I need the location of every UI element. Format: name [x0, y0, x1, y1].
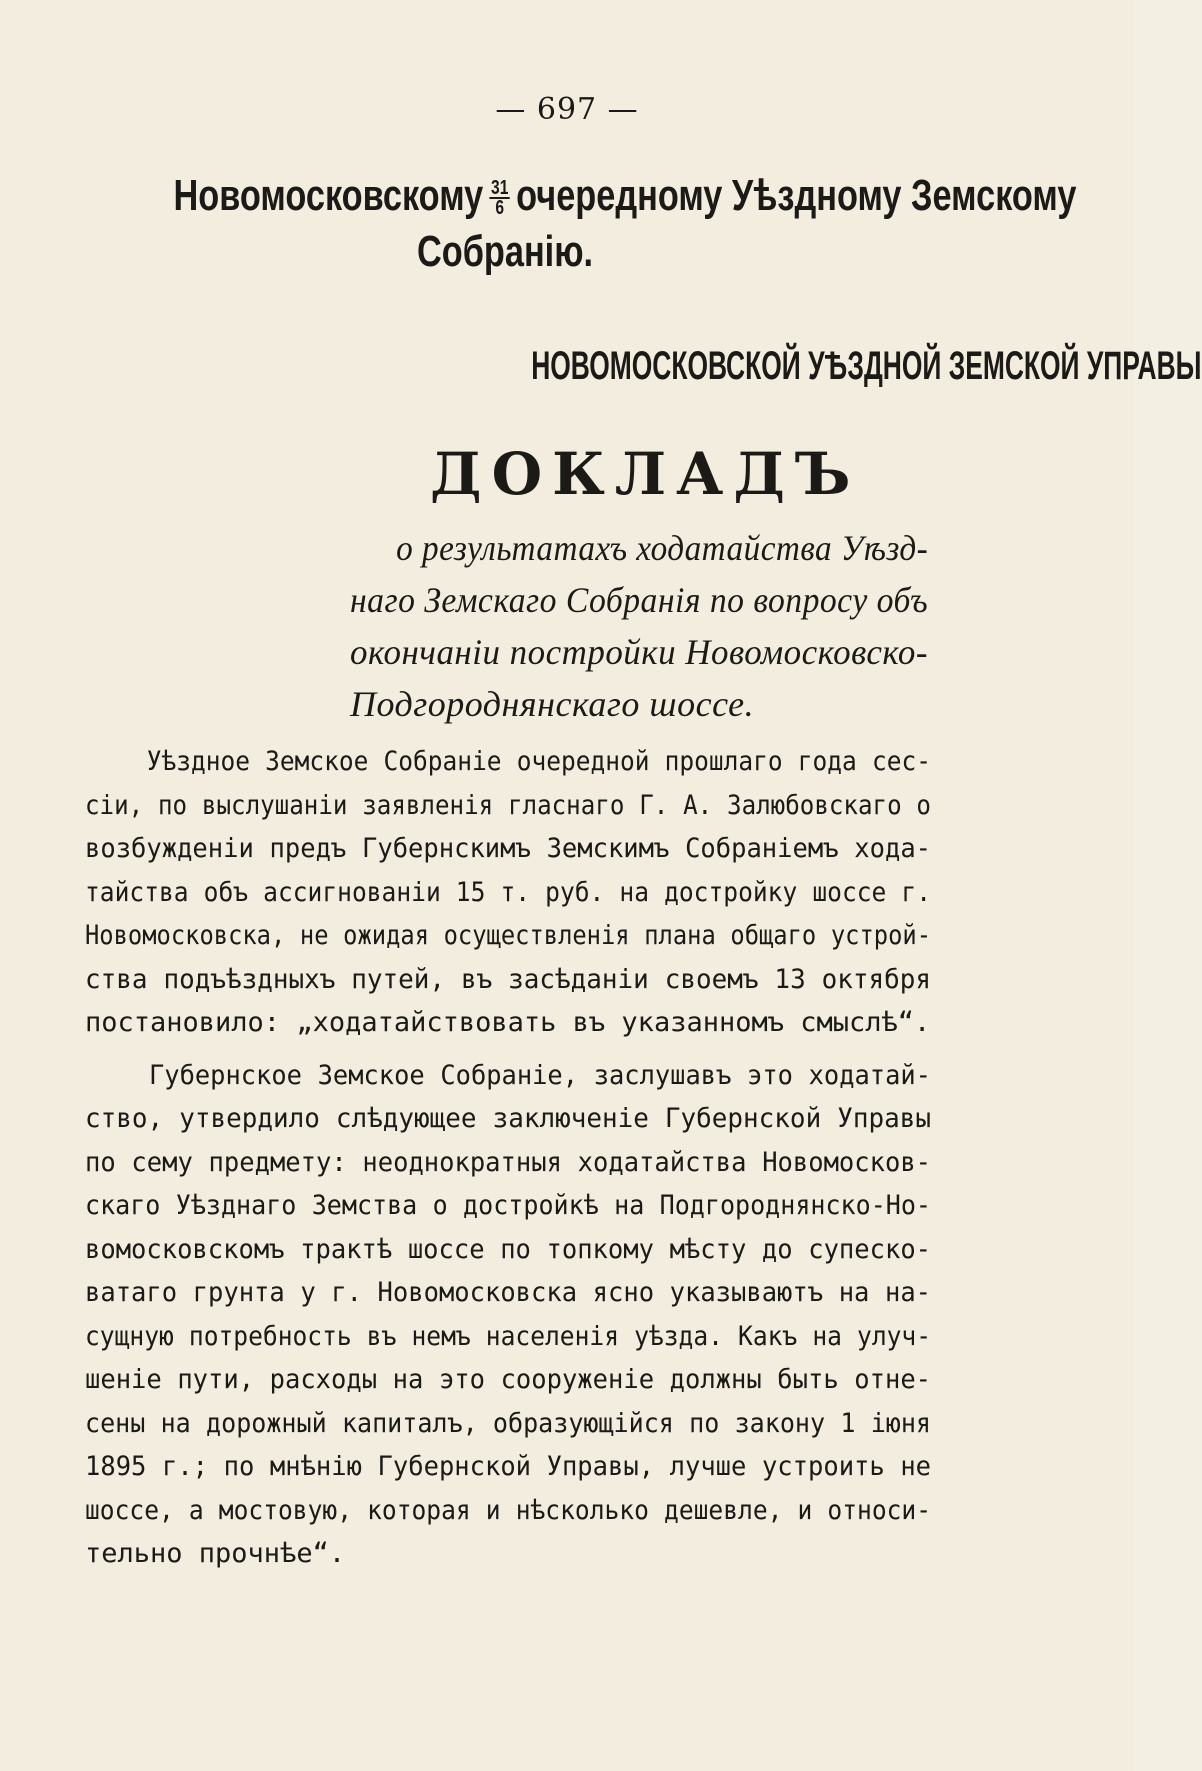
text-line: шоссе, а мостовую, которая и нѣсколько дешевле, и относи-	[85, 1494, 932, 1526]
body-text	[85, 740, 931, 1585]
text-line: скаго Уѣзднаго Земства о достройкѣ на Подгороднянско-Но-	[85, 1190, 932, 1221]
text-line: 1895 г.; по мнѣнію Губернской Управы, лучше устроить не	[85, 1451, 932, 1482]
text-line: сіи, по выслушаніи заявленія гласнаго Г. А. Залюбовскаго о	[85, 789, 931, 821]
topic-line: Подгороднянскаго шоссе.	[350, 684, 755, 724]
document-title	[173, 168, 1077, 280]
text-line: вомосковскомъ трактѣ шоссе по топкому мѣсту до супеско-	[85, 1233, 932, 1265]
text-line: тельно прочнѣе“.	[85, 1538, 346, 1569]
text-line: шеніе пути, расходы на это сооруженіе должны быть отне-	[85, 1364, 932, 1395]
title-part-2: очередному Уѣздному Земскому	[516, 171, 1077, 220]
text-line: ства подъѣздныхъ путей, въ засѣданіи своемъ 13 октября	[85, 963, 932, 995]
title-part-1: Новомосковскому	[173, 171, 484, 220]
text-line: постановило: „ходатайствовать въ указанномъ смыслѣ“.	[85, 1007, 931, 1038]
paragraph-1	[85, 740, 931, 1045]
text-line: Уѣздное Земское Собраніе очередной прошлаго года сес-	[146, 746, 931, 777]
text-line: тайства объ ассигнованіи 15 т. руб. на достройку шоссе г.	[85, 876, 932, 908]
topic-line: о результатахъ ходатайства Уѣзд-	[396, 528, 929, 568]
session-fraction	[489, 177, 509, 220]
issuer-heading: НОВОМОСКОВСКОЙ УѢЗДНОЙ ЗЕМСКОЙ УПРАВЫ	[531, 344, 1202, 388]
text-line: ватаго грунта у г. Новомосковска ясно указываютъ на на-	[85, 1277, 932, 1308]
fraction-numerator: 31	[491, 177, 509, 200]
report-heading: ДОКЛАДЪ	[430, 440, 861, 508]
page-number: — 697 —	[495, 92, 639, 127]
fraction-denominator: 6	[495, 197, 505, 220]
topic-line: окончаніи постройки Новомосковско-	[350, 632, 928, 672]
report-topic	[350, 522, 930, 730]
title-line-1	[173, 168, 1077, 224]
text-line: возбужденіи предъ Губернскимъ Земскимъ Собраніемъ хода-	[85, 833, 932, 864]
text-line: Новомосковска, не ожидая осуществленія плана общаго устрой-	[85, 920, 932, 951]
topic-line: наго Земскаго Собранія по вопросу объ	[350, 580, 929, 620]
text-line: по сему предмету: неоднократныя ходатайства Новомосков-	[85, 1146, 932, 1178]
text-line: Губернское Земское Собраніе, заслушавъ это ходатай-	[148, 1059, 931, 1091]
title-line-2: Собранію.	[416, 227, 594, 276]
text-line: ство, утвердило слѣдующее заключеніе Губернской Управы	[85, 1103, 932, 1134]
text-line: сущную потребность въ немъ населенія уѣзда. Какъ на улуч-	[85, 1320, 932, 1352]
paragraph-2	[85, 1054, 931, 1576]
text-line: сены на дорожный капиталъ, образующійся по закону 1 іюня	[85, 1407, 932, 1439]
